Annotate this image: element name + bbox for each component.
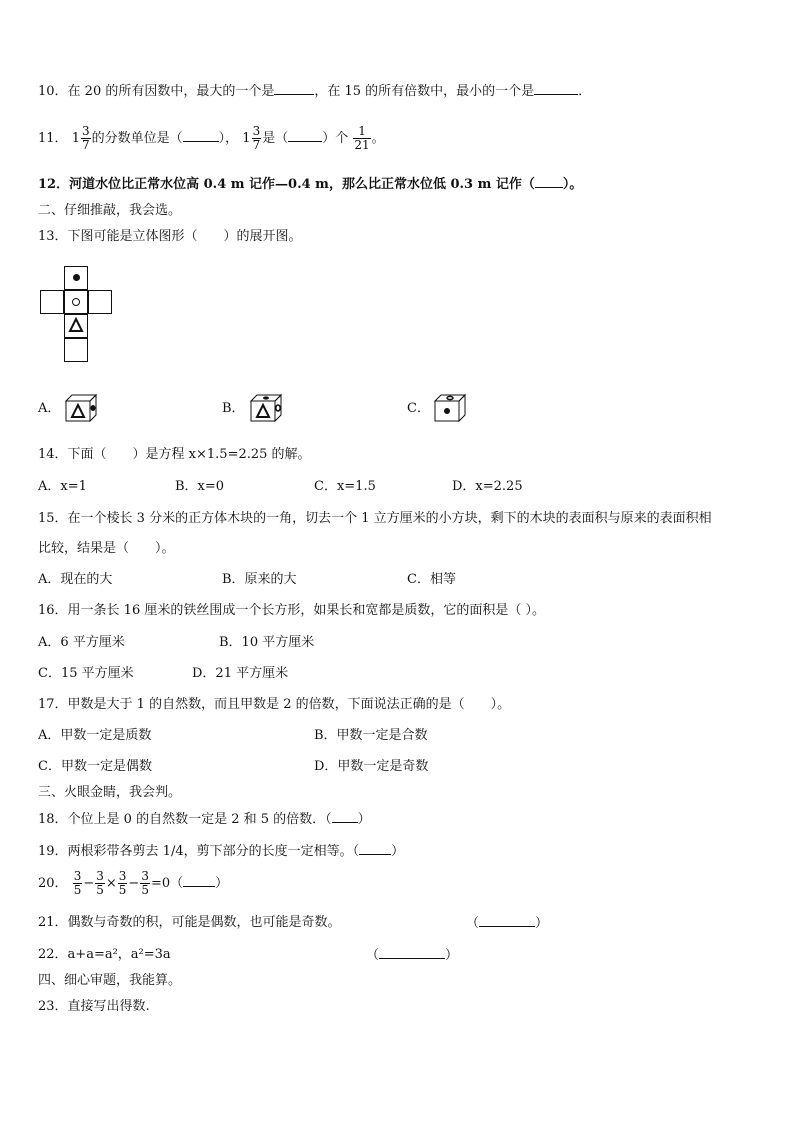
question-number: 16． [38,603,68,618]
option-b[interactable]: B．甲数一定是合数 [314,728,428,743]
numerator: 3 [81,124,90,138]
question-number: 20． [38,876,68,891]
question-text: 直接写出得数. [67,999,150,1014]
cube-option-c[interactable] [433,393,473,423]
net-face-right [88,290,112,314]
answer-blank[interactable] [183,129,219,142]
question-14 [38,446,311,464]
answer-blank[interactable] [332,810,358,823]
denominator: 7 [252,138,261,152]
answer-blank[interactable] [479,914,535,927]
question-text: 在一个棱长 3 分米的正方体木块的一角，切去一个 1 立方厘米的小方块，剩下的木块的表面积与原来的表面积相 [67,511,712,526]
net-face-triangle [64,314,88,338]
fraction [353,125,370,152]
fraction [118,870,128,897]
question-13 [38,228,302,246]
option-a[interactable] [38,400,60,418]
question-11 [38,124,385,154]
answer-blank[interactable] [183,874,215,887]
answer-blank[interactable] [534,82,578,95]
denominator: 5 [141,883,149,897]
paren-close: ） [535,916,549,931]
question-12 [38,175,582,194]
question-text: 的分数单位是（ [91,131,183,146]
question-text: 。 [371,131,385,146]
option-c[interactable]: C．甲数一定是偶数 [38,759,152,774]
question-21 [38,914,341,932]
question-15-continued: 比较，结果是（ ）。 [38,541,175,556]
fraction [81,125,91,152]
option-label: B． [222,401,245,416]
answer-paren [466,914,548,933]
question-text: 下图可能是立体图形（ ）的展开图。 [67,229,302,244]
fraction [73,870,83,897]
cube-option-b[interactable] [249,393,289,423]
paren-open: （ [466,916,480,931]
whole-part: 1 [242,131,251,146]
question-text: ）个 [322,131,349,146]
question-17 [38,696,510,714]
question-number: 21． [38,915,68,930]
ring-icon [72,298,80,306]
answer-blank[interactable] [535,175,563,188]
minus-operator: − [128,876,140,891]
question-text: 偶数与奇数的积，可能是偶数，也可能是奇数。 [67,915,341,930]
denominator: 5 [73,883,82,897]
question-text: ） [357,812,371,827]
triangle-icon [65,315,87,337]
question-10 [38,82,591,101]
mixed-number [71,124,92,152]
question-20 [38,866,228,902]
question-18 [38,810,371,829]
net-face-top [64,266,88,290]
denominator: 21 [354,138,370,152]
option-b[interactable] [222,400,245,418]
fraction [140,870,150,897]
question-number: 23． [38,999,68,1014]
question-text: ） [215,876,229,891]
question-text: =0（ [150,876,184,891]
numerator: 3 [141,869,149,883]
paren-open: （ [366,948,380,963]
cube-option-a[interactable] [64,393,104,423]
option-b[interactable]: B．10 平方厘米 [219,635,315,650]
question-text: 下面（ ）是方程 x×1.5=2.25 的解。 [67,447,311,462]
filled-dot-icon [73,274,80,281]
option-c[interactable]: C．x=1.5 [314,479,376,494]
option-a[interactable]: A．甲数一定是质数 [38,728,152,743]
question-text: 甲数是大于 1 的自然数，而且甲数是 2 的倍数，下面说法正确的是（ ）。 [67,697,511,712]
question-number: 14． [38,447,68,462]
numerator: 3 [252,124,261,138]
question-number: 18． [38,812,68,827]
numerator: 3 [96,869,104,883]
answer-paren [366,946,458,965]
answer-blank[interactable] [379,946,445,959]
option-label: A． [38,401,61,416]
minus-operator: − [83,876,95,891]
question-23 [38,998,150,1016]
times-operator: × [105,876,117,891]
fraction [95,870,105,897]
question-number: 22． [38,947,68,962]
question-number: 12． [38,177,70,192]
fraction [252,125,262,152]
question-number: 19． [38,844,68,859]
option-a[interactable]: A．x=1 [38,479,87,494]
question-text: 用一条长 16 厘米的铁丝围成一个长方形，如果长和宽都是质数，它的面积是（ ）。 [67,603,545,618]
question-number: 17． [38,697,68,712]
question-text: ，在 15 的所有倍数中，最小的一个是 [314,84,535,99]
option-c[interactable]: C．15 平方厘米 [38,666,134,681]
option-d[interactable]: D．x=2.25 [452,479,523,494]
denominator: 5 [96,883,104,897]
question-text: 在 20 的所有因数中，最大的一个是 [67,84,275,99]
answer-blank[interactable] [288,129,322,142]
answer-blank[interactable] [359,842,391,855]
option-label: C． [407,401,430,416]
section-title: 二、仔细推敲，我会选。 [38,203,182,218]
question-text: ） [391,844,405,859]
question-16 [38,602,545,620]
question-22 [38,946,171,964]
question-text: 两根彩带各剪去 1/4，剪下部分的长度一定相等。（ [67,844,360,859]
option-b[interactable]: B．x=0 [175,479,225,494]
denominator: 5 [118,883,127,897]
net-face-center [64,290,88,314]
question-number: 13． [38,229,68,244]
paren-close: ） [445,948,459,963]
question-number: 15． [38,511,68,526]
mixed-number [242,124,262,152]
question-text: ）。 [562,177,583,192]
section-title: 三、火眼金睛，我会判。 [38,785,182,800]
net-face-bottom [64,338,88,362]
option-c[interactable]: C．相等 [407,572,456,587]
option-b[interactable]: B．原来的大 [222,572,297,587]
option-d[interactable]: D．甲数一定是奇数 [314,759,429,774]
question-15 [38,510,712,528]
question-text: ）， [218,131,239,146]
whole-part: 1 [71,131,80,146]
net-face-left [40,290,64,314]
question-text: 个位上是 0 的自然数一定是 2 和 5 的倍数．（ [67,812,332,827]
question-number: 10． [38,84,68,99]
option-c[interactable] [407,400,430,418]
answer-blank[interactable] [274,82,314,95]
question-number: 11． [38,131,68,146]
option-a[interactable]: A．现在的大 [38,572,113,587]
section-title: 四、细心审题，我能算。 [38,973,182,988]
denominator: 7 [81,138,90,152]
question-text: a+a=a²，a²=3a [67,947,171,962]
option-d[interactable]: D．21 平方厘米 [192,666,289,681]
question-text: ． [578,84,592,99]
numerator: 3 [73,869,82,883]
numerator: 3 [118,869,127,883]
question-19 [38,842,404,861]
numerator: 1 [353,125,370,139]
question-text: 河道水位比正常水位高 0.4 m 记作—0.4 m，那么比正常水位低 0.3 m 记作（ [69,177,535,192]
question-text: 是（ [262,131,289,146]
option-a[interactable]: A．6 平方厘米 [38,635,125,650]
